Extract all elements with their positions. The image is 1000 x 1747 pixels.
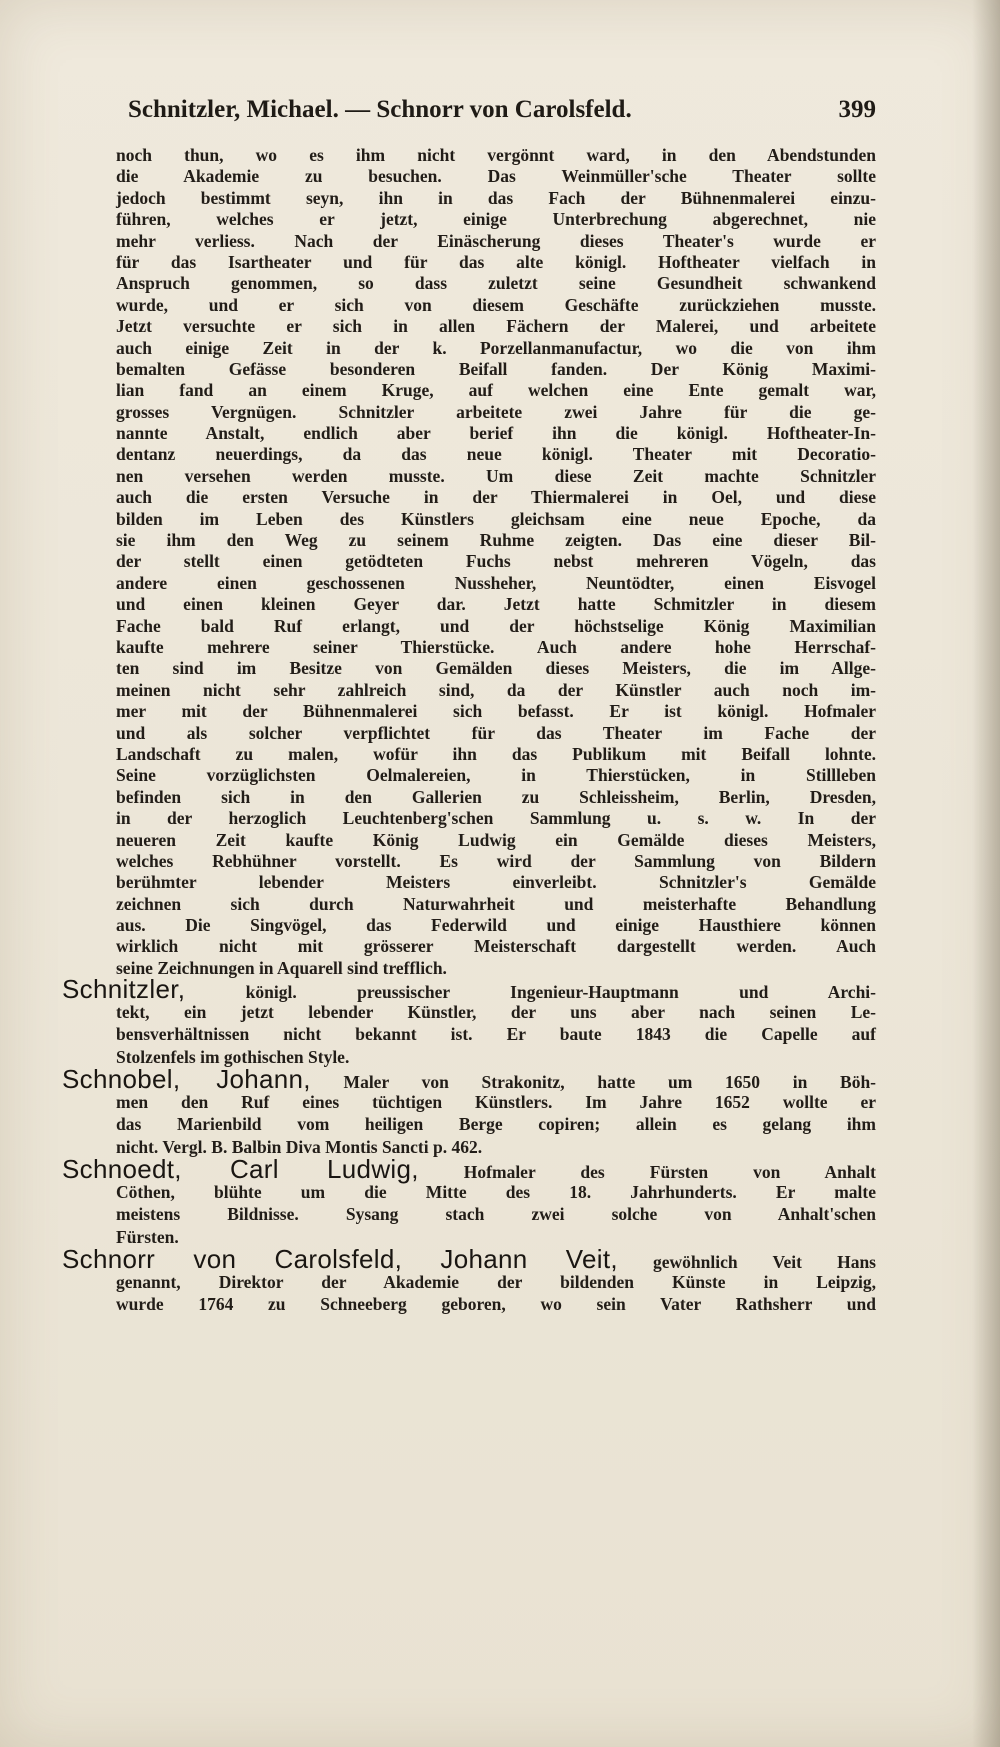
text-line: tekt, ein jetzt lebender Künstler, der uns aber nach seinen Le- [116, 1001, 876, 1022]
text-line: Jetzt versuchte er sich in allen Fächern der Malerei, und arbeitete [116, 316, 876, 337]
text-line: andere einen geschossenen Nussheher, Neuntödter, einen Eisvogel [116, 572, 876, 593]
text-line: Fache bald Ruf erlangt, und der höchstselige König Maximilian [116, 615, 876, 636]
text-line: zeichnen sich durch Naturwahrheit und meisterhafte Behandlung [116, 893, 876, 914]
text-line: in der herzoglich Leuchtenberg'schen Sammlung u. s. w. In der [116, 808, 876, 829]
entry-schnoedt [62, 1154, 876, 1249]
entry-first-line-text: gewöhnlich Veit Hans [653, 1252, 876, 1273]
text-line: Anspruch genommen, so dass zuletzt seine Gesundheit schwankend [116, 273, 876, 294]
entry-schnorr-von-carolsfeld [62, 1244, 876, 1317]
entry-headword: Schnobel, Johann, [62, 1064, 311, 1095]
text-line: mehr verliess. Nach der Einäscherung dieses Theater's wurde er [116, 230, 876, 251]
text-line: dentanz neuerdings, da das neue königl. Theater mit Decoratio- [116, 444, 876, 465]
entry-headword: Schnitzler, [62, 974, 186, 1005]
text-line: welches Rebhühner vorstellt. Es wird der Sammlung von Bildern [116, 850, 876, 871]
text-line: die Akademie zu besuchen. Das Weinmüller'sche Theater sollte [116, 166, 876, 187]
entry-first-line-text: Maler von Strakonitz, hatte um 1650 in Böh- [343, 1072, 877, 1093]
entry-headword: Schnorr von Carolsfeld, Johann Veit, [62, 1244, 618, 1275]
text-line: kaufte mehrere seiner Thierstücke. Auch andere hohe Herrschaf- [116, 636, 876, 657]
running-head [128, 96, 876, 132]
page-number: 399 [838, 96, 876, 123]
text-line: führen, welches er jetzt, einige Unterbrechung abgerechnet, nie [116, 209, 876, 230]
text-line: meinen nicht sehr zahlreich sind, da der Künstler auch noch im- [116, 679, 876, 700]
entry-first-line [62, 1154, 876, 1185]
text-line: auch einige Zeit in der k. Porzellanmanufactur, wo die von ihm [116, 337, 876, 358]
text-line: nicht. Vergl. B. Balbin Diva Montis Sancti p. 462. [116, 1136, 483, 1157]
text-line: wirklich nicht mit grösserer Meisterschaft dargestellt werden. Auch [116, 936, 876, 957]
text-line: das Marienbild vom heiligen Berge copiren; allein es gelang ihm [116, 1114, 876, 1135]
running-head-title: Schnitzler, Michael. — Schnorr von Carolsfeld. [128, 96, 632, 123]
text-line: mer mit der Bühnenmalerei sich befasst. Er ist königl. Hofmaler [116, 701, 876, 722]
text-line: wurde, und er sich von diesem Geschäfte zurückziehen musste. [116, 294, 876, 315]
text-line: sie ihm den Weg zu seinem Ruhme zeigten. Das eine dieser Bil- [116, 530, 876, 551]
text-line: seine Zeichnungen in Aquarell sind trefflich. [116, 957, 447, 978]
text-line: grosses Vergnügen. Schnitzler arbeitete zwei Jahre für die ge- [116, 401, 876, 422]
text-line: jedoch bestimmt seyn, ihn in das Fach der Bühnenmalerei einzu- [116, 187, 876, 208]
entry-first-line [62, 1244, 876, 1275]
text-line: genannt, Direktor der Akademie der bildenden Künste in Leipzig, [116, 1271, 876, 1292]
entry-first-line-text: königl. preussischer Ingenieur-Hauptmann und Archi- [245, 982, 876, 1003]
text-line: für das Isartheater und für das alte königl. Hoftheater vielfach in [116, 251, 876, 272]
text-line: Landschaft zu malen, wofür ihn das Publikum mit Beifall lohnte. [116, 743, 876, 764]
text-line: nen versehen werden musste. Um diese Zeit machte Schnitzler [116, 465, 876, 486]
entry-first-line [62, 1064, 877, 1095]
text-line: wurde 1764 zu Schneeberg geboren, wo sein Vater Rathsherr und [116, 1294, 876, 1315]
page-body [62, 145, 877, 1317]
text-line: bilden im Leben des Künstlers gleichsam eine neue Epoche, da [116, 508, 876, 529]
text-line: und einen kleinen Geyer dar. Jetzt hatte Schmitzler in diesem [116, 594, 876, 615]
text-line: berühmter lebender Meisters einverleibt. Schnitzler's Gemälde [116, 872, 876, 893]
text-line: und als solcher verpflichtet für das Theater im Fache der [116, 722, 876, 743]
entry-headword: Schnoedt, Carl Ludwig, [62, 1154, 419, 1185]
text-line: befinden sich in den Gallerien zu Schleissheim, Berlin, Dresden, [116, 786, 876, 807]
text-line: men den Ruf eines tüchtigen Künstlers. Im Jahre 1652 wollte er [116, 1091, 876, 1112]
text-line: lian fand an einem Kruge, auf welchen eine Ente gemalt war, [116, 380, 876, 401]
entry-schnitzler [62, 974, 876, 1069]
text-line: auch die ersten Versuche in der Thiermalerei in Oel, und diese [116, 487, 876, 508]
text-line: neueren Zeit kaufte König Ludwig ein Gemälde dieses Meisters, [116, 829, 876, 850]
entry-first-line [62, 974, 876, 1005]
entry-first-line-text: Hofmaler des Fürsten von Anhalt [463, 1162, 876, 1183]
text-line: ten sind im Besitze von Gemälden dieses Meisters, die im Allge- [116, 658, 876, 679]
text-line: nannte Anstalt, endlich aber berief ihn die königl. Hoftheater-In- [116, 423, 876, 444]
text-line: aus. Die Singvögel, das Federwild und einige Hausthiere können [116, 915, 876, 936]
text-line: Fürsten. [116, 1226, 179, 1247]
text-line: Cöthen, blühte um die Mitte des 18. Jahrhunderts. Er malte [116, 1181, 876, 1202]
text-line: meistens Bildnisse. Sysang stach zwei solche von Anhalt'schen [116, 1204, 876, 1225]
main-article [116, 145, 876, 979]
text-line: Seine vorzüglichsten Oelmalereien, in Thierstücken, in Stillleben [116, 765, 876, 786]
text-line: der stellt einen getödteten Fuchs nebst mehreren Vögeln, das [116, 551, 876, 572]
text-line: noch thun, wo es ihm nicht vergönnt ward, in den Abendstunden [116, 145, 876, 165]
text-line: Stolzenfels im gothischen Style. [116, 1046, 350, 1067]
text-line: bemalten Gefässe besonderen Beifall fanden. Der König Maximi- [116, 358, 876, 379]
text-line: bensverhältnissen nicht bekannt ist. Er baute 1843 die Capelle auf [116, 1024, 876, 1045]
entry-schnobel [62, 1064, 877, 1159]
